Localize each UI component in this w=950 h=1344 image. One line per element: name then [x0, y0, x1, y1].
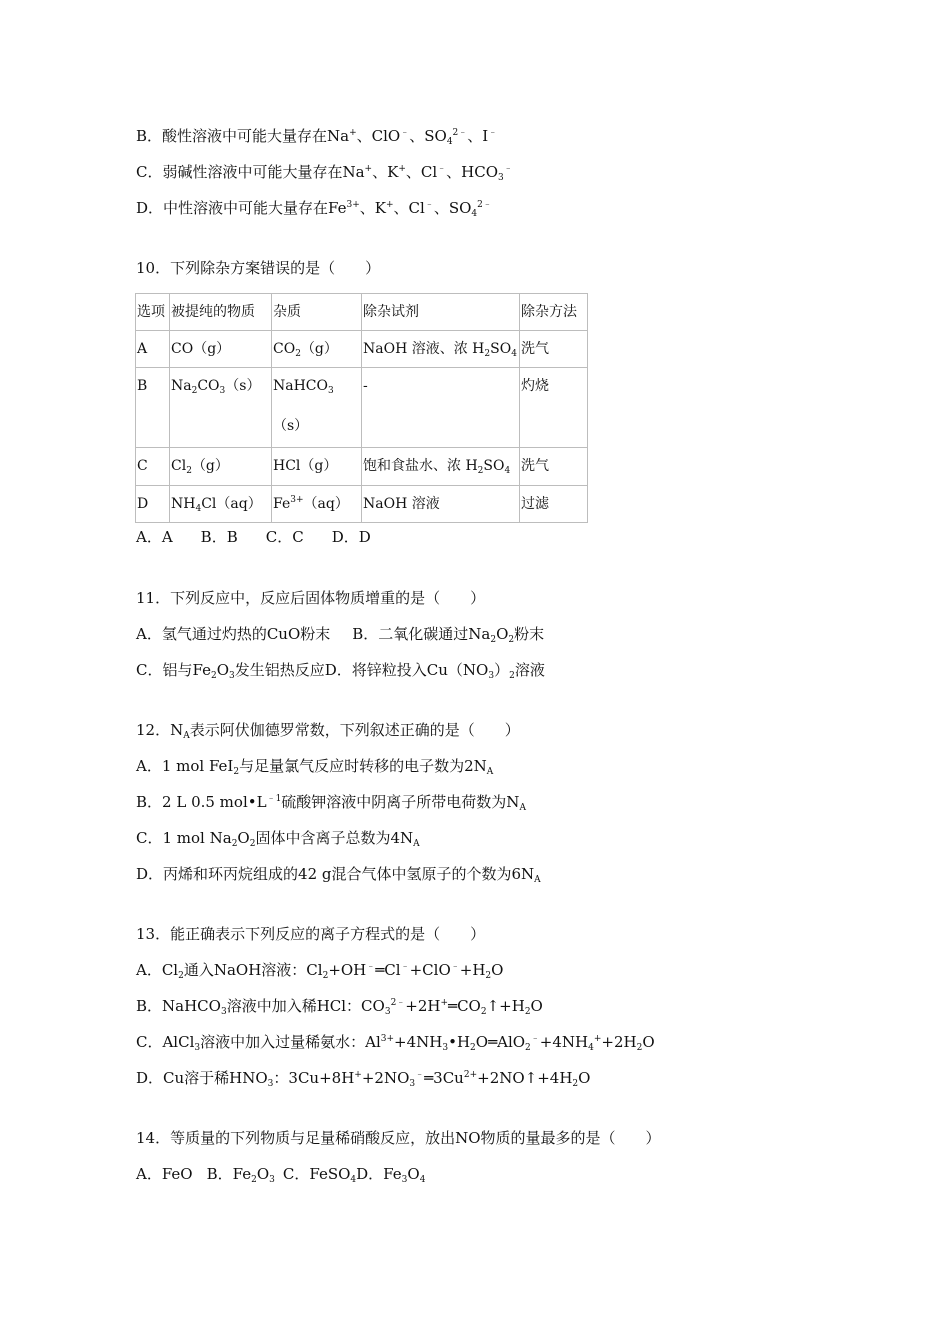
table-row: B $Na_2CO_3(s)$ NaHCO$_3$（s） - 灼烧 [136, 368, 588, 448]
q12-option-b: B．2 L 0.5 $mol•L^{﹣1}$硫酸钾溶液中阴离子所带电荷数为$N_A$ [136, 793, 526, 813]
q13-option-d: D．Cu溶于稀$HNO_3$：$3Cu+8H^++2NO_3^﹣═3Cu^{2+}+2NO↑+4H_2O$ [136, 1069, 591, 1089]
header-method: 除杂方法 [520, 294, 588, 331]
q9-option-c: C．弱碱性溶液中可能大量存在Na+、K+、Cl﹣、$HCO_3^﹣$ [136, 163, 513, 183]
q13-option-a: A．$Cl_2$通入NaOH溶液：$Cl_2+OH^﹣═Cl^﹣+ClO^﹣+H_2O$ [136, 961, 504, 981]
q11-stem: 11．下列反应中，反应后固体物质增重的是（ ） [136, 589, 486, 607]
q14-stem: 14．等质量的下列物质与足量稀硝酸反应，放出NO物质的量最多的是（ ） [136, 1129, 661, 1147]
header-impurity: 杂质 [272, 294, 362, 331]
q13-option-b: B．NaHCO$_3$溶液中加入稀HCl：$CO_3^{2﹣}+2H^+═CO_2↑+H_2O$ [136, 997, 543, 1017]
q14-options: A．FeO B．$Fe_2O_3$ C．FeSO$_4$D．$Fe_3O_4$ [136, 1165, 426, 1185]
table-row: A CO（g） $CO_2(g)$ NaOH 溶液、浓 $H_2SO_4$ 洗气 [136, 331, 588, 368]
header-substance: 被提纯的物质 [170, 294, 272, 331]
q12-stem: 12．$N_A$表示阿伏伽德罗常数，下列叙述正确的是（ ） [136, 721, 520, 741]
table-row: C $Cl_2(g)$ HCl（g） 饱和食盐水、浓 $H_2SO_4$ 洗气 [136, 448, 588, 486]
table-header-row [136, 294, 588, 331]
header-option: 选项 [136, 294, 170, 331]
q10-stem: 10．下列除杂方案错误的是（ ） [136, 259, 381, 277]
q9-option-b: B．酸性溶液中可能大量存在Na+、ClO﹣、$SO_4^{2﹣}$、I﹣ [136, 127, 498, 147]
table-row: D $NH_4Cl(aq)$ $Fe^{3+}(aq)$ NaOH 溶液 过滤 [136, 486, 588, 523]
q12-option-c: C．1 mol $Na_2O_2$固体中含离子总数为$4N_A$ [136, 829, 420, 849]
q13-option-c: C．AlCl$_3$溶液中加入过量稀氨水：$Al^{3+}+4NH_3•H_2O═AlO_2^﹣+4NH_4^++2H_2O$ [136, 1033, 655, 1053]
q13-stem: 13．能正确表示下列反应的离子方程式的是（ ） [136, 925, 486, 943]
q12-option-a: A．1 mol FeI$_2$与足量氯气反应时转移的电子数为$2N_A$ [136, 757, 494, 777]
q11-options-cd: C．铝与$Fe_2O_3$发生铝热反应D．将锌粒投入$Cu(NO_3)_2$溶液 [136, 661, 545, 681]
q10-table [135, 293, 588, 523]
q10-options: A．A B．B C．C D．D [136, 528, 371, 546]
q11-options-ab: A．氢气通过灼热的CuO粉末 B．二氧化碳通过$Na_2O_2$粉末 [136, 625, 545, 645]
header-reagent: 除杂试剂 [362, 294, 520, 331]
q12-option-d: D．丙烯和环丙烷组成的42 g混合气体中氢原子的个数为$6N_A$ [136, 865, 541, 885]
q9-option-d: D．中性溶液中可能大量存在$Fe^{3+}$、K+、Cl﹣、$SO_4^{2﹣}$ [136, 199, 492, 219]
